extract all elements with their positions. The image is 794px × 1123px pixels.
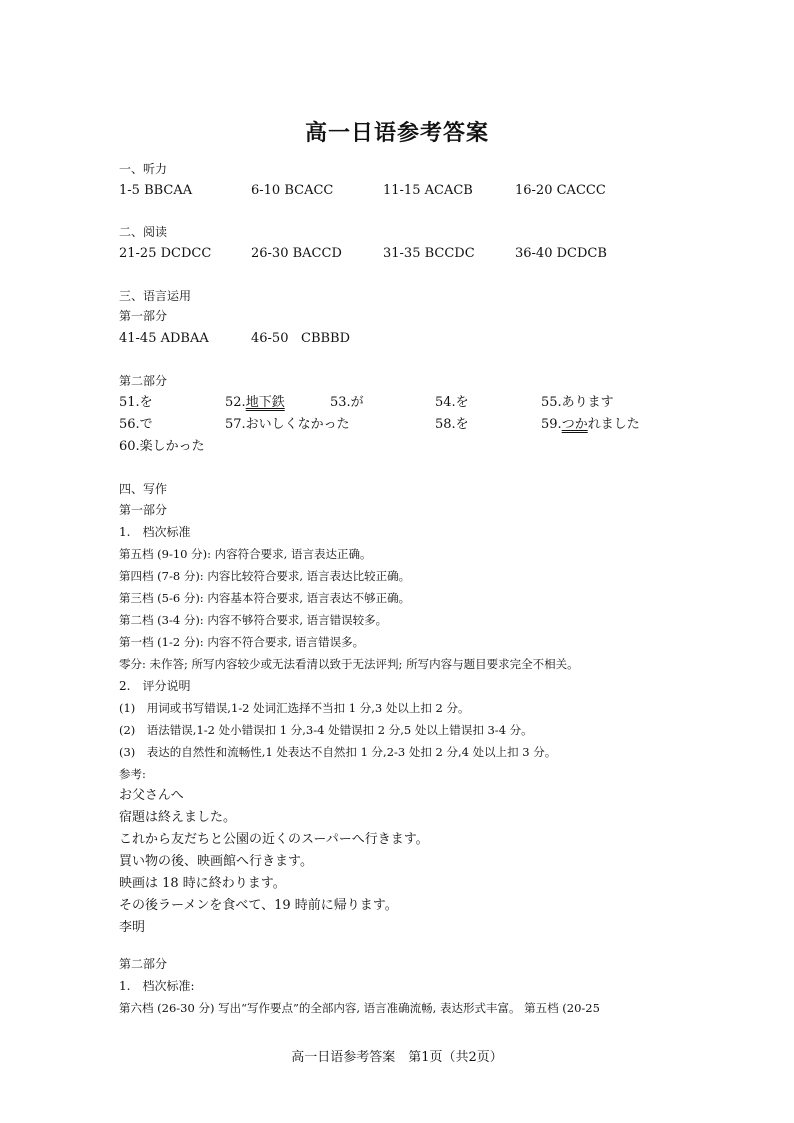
answer-56: 56.で [119,417,153,432]
answer-53: 53.が [330,395,364,410]
language-use-heading: 三、语言运用 [119,289,192,303]
page-footer: 高一日语参考答案 第1页（共2页） [291,1050,503,1065]
answer-59-rest: れました [587,417,640,432]
reading-answer-2: 26-30 BACCD [251,246,342,261]
answer-57: 57.おいしくなかった [225,417,350,432]
scoring-note-3: (3) 表达的自然性和流畅性,1 处表达不自然扣 1 分,2-3 处扣 2 分,4 处以上扣 3 分。 [119,745,557,759]
reference-label: 参考: [119,767,146,781]
grade-line-1: 第一档 (1-2 分): 内容不符合要求, 语言错误多。 [119,635,365,649]
reference-line: これから友だちと公園の近くのスーパーへ行きます。 [119,832,429,847]
listening-answer-1: 1-5 BBCAA [119,183,193,198]
grade-line-3: 第三档 (5-6 分): 内容基本符合要求, 语言表达不够正确。 [119,591,411,605]
reference-line: お父さんへ [119,788,184,803]
language-use-answer-2-range: 46-50 [251,331,289,346]
reference-line: 買い物の後、映画館へ行きます。 [119,854,313,869]
answer-51: 51.を [119,395,153,410]
writing-heading: 四、写作 [119,482,168,496]
listening-answer-2: 6-10 BCACC [251,183,334,198]
reference-line: 映画は 18 時に終わります。 [119,876,286,891]
language-use-part1-heading: 第一部分 [119,309,168,323]
answer-58: 58.を [435,417,469,432]
answer-59-underlined: つか [561,417,588,432]
reference-line: 李明 [119,920,146,935]
answer-52-number: 52. [225,395,246,410]
reading-answer-4: 36-40 DCDCB [515,246,607,261]
grade-line-zero: 零分: 未作答; 所写内容较少或无法看清以致于无法评判; 所写内容与题目要求完全不相关。 [119,657,579,671]
reading-answer-1: 21-25 DCDCC [119,246,212,261]
listening-answer-4: 16-20 CACCC [515,183,606,198]
grade-standard-title: 1. 档次标准 [119,525,191,539]
language-use-answer-1: 41-45 ADBAA [119,331,209,346]
scoring-notes-title: 2. 评分说明 [119,679,191,693]
language-use-part2-heading: 第二部分 [119,374,168,388]
reference-line: その後ラーメンを食べて、19 時前に帰ります。 [119,898,398,913]
page-title: 高一日语参考答案 [304,120,489,146]
part2-grade-text: 第六档 (26-30 分) 写出“写作要点”的全部内容, 语言准确流畅, 表达形式丰富。 第五档 (20-25 [119,1001,600,1015]
answer-60: 60.楽しかった [119,439,205,454]
scoring-note-2: (2) 语法错误,1-2 处小错误扣 1 分,3-4 处错误扣 2 分,5 处以上错误扣 3-4 分。 [119,723,533,737]
answer-59-number: 59. [541,417,562,432]
answer-55: 55.あります [541,395,614,410]
grade-line-4: 第四档 (7-8 分): 内容比较符合要求, 语言表达比较正确。 [119,569,411,583]
writing-part1-heading: 第一部分 [119,503,168,517]
scoring-note-1: (1) 用词或书写错误,1-2 处词汇选择不当扣 1 分,3 处以上扣 2 分。 [119,701,470,715]
answer-59 [541,416,640,434]
reference-line: 宿題は終えました。 [119,810,237,825]
grade-line-5: 第五档 (9-10 分): 内容符合要求, 语言表达正确。 [119,547,372,561]
grade-line-2: 第二档 (3-4 分): 内容不够符合要求, 语言错误较多。 [119,613,388,627]
part2-grade-title: 1. 档次标准: [119,979,195,993]
language-use-answer-2-letters: CBBBD [301,331,351,346]
reading-heading: 二、阅读 [119,225,168,239]
listening-heading: 一、听力 [119,162,168,176]
writing-part2-heading: 第二部分 [119,957,168,971]
listening-answer-3: 11-15 ACACB [383,183,473,198]
reading-answer-3: 31-35 BCCDC [383,246,475,261]
answer-52 [225,394,285,412]
answer-54: 54.を [435,395,469,410]
answer-52-underlined: 地下鉄 [245,395,285,410]
